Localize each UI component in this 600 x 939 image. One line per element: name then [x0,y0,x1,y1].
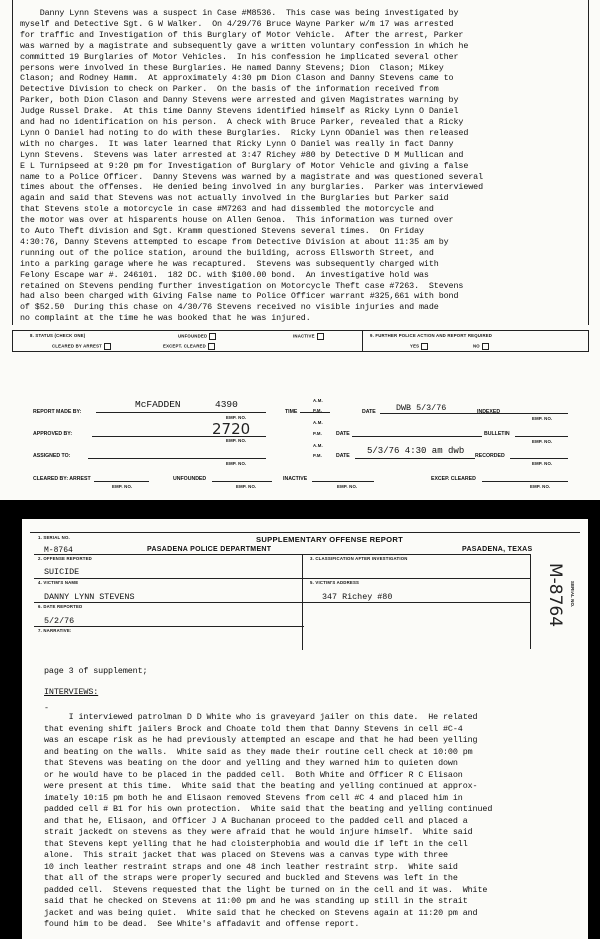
narrative-line: times about the offenses. He denied being involved in any burglaries. Parker was interviewed [20,182,484,193]
interview-line: I interviewed patrolman D D White who is graveyard jailer on this date. He related [44,712,478,722]
emp-no: EMP. NO. [226,438,247,443]
right-border [588,0,589,325]
date-reported-label: 6. DATE REPORTED [38,604,83,609]
line [508,413,568,414]
divider [34,602,530,603]
recorded-label: RECORDED [475,453,505,459]
line [510,458,568,459]
offense-value: SUICIDE [44,567,80,577]
cleared-by-arrest-label: CLEARED BY: ARREST [33,476,91,482]
time-label: TIME [285,409,298,415]
interview-line: that Stevens kept yelling that he had cloisterphobia and would die if left in the cell [44,838,468,849]
interview-line: that evening shift jailers Brock and Choate told them that Danny Stevens in cell #C-4 [44,723,463,734]
recorded-date: 5/3/76 4:30 am dwb [367,446,465,456]
report-made-by-label: REPORT MADE BY: [33,409,82,415]
am-marker: A.M. [313,443,323,448]
indexed-label: INDEXED [477,409,501,415]
narrative-line: myself and Detective Sgt. G W Walker. On 4/29/76 Bruce Wayne Parker w/m 17 was arrested [20,18,454,29]
section-heading: INTERVIEWS: [44,687,99,697]
interview-line: that all of the straps were properly secured and buckled and Stevens was left in the [44,873,458,883]
interview-line: found him to be dead. See White's affadavit and offense report. [44,919,360,929]
interview-line: padded cell # B1 for his own protection. White said that the beating and yelling continued [44,804,493,814]
line [212,481,272,482]
inactive-label: INACTIVE [283,476,308,482]
line [94,481,149,482]
except-cleared-label: EXCEP. CLEARED [431,476,476,482]
narrative-line: the motor was over at hisparents house on Allen Genoa. This information was turned over [20,215,454,226]
line [312,481,374,482]
report-made-by-name: McFADDEN [135,399,181,410]
unfounded-checkbox[interactable]: UNFOUNDED [178,333,216,340]
page-note: page 3 of supplement; [44,666,148,676]
narrative-line: 4:30:76, Danny Stevens attempted to escape from Detective Division at about 11:35 am by [20,236,449,247]
victim-address: 347 Richey #80 [322,592,393,602]
divider [34,578,530,579]
serial-label: 1. SERIAL NO. [38,535,70,540]
narrative-line: Lynn O Daniel had noting to do with these Burglaries. Ricky Lynn ODaniel was then released [20,127,469,138]
narrative-line: running out of the police station, around the building, across Ellsworth Street, and [20,247,434,258]
emp-no: EMP. NO. [532,416,553,421]
pm-marker: P.M. [313,408,323,413]
narrative-line: Clason; and Rodney Hamm. At approximately 4:30 pm Dion Clason and Danny Stevens came to [20,73,454,84]
narrative-line: for traffic and Investigation of this Burglary of Motor Vehicle. After the arrest, Parker [20,29,464,40]
interview-line: said that he checked on Stevens at 11:00 pm and he was standing up still in the strait [44,896,468,906]
emp-no: EMP. NO. [337,484,358,489]
divider [12,330,589,331]
victim-name-label: 4. VICTIM'S NAME [38,580,79,585]
emp-no: EMP. NO. [226,461,247,466]
interview-line: that Stevens was beating on the door and yelling and they warned him to quieten down [44,758,458,768]
no-checkbox[interactable]: NO [473,343,489,350]
side-serial-label: SERIAL NO. [570,581,575,608]
interview-line: were present at this time. White said that the beating and yelling continued at approx- [44,781,478,791]
line [88,458,266,459]
interview-line: padded cell. Stevens requested that the light be turned on in the cell and it was. White [44,884,488,895]
yes-checkbox[interactable]: YES [410,343,428,350]
interview-line: and that he, Elisaon, and Officer J A Buchanan proceed to the padded cell and placed a [44,815,468,826]
serial-value: M-8764 [44,546,73,555]
narrative-line: Danny Lynn Stevens was a suspect in Case #M8536. This case was being investigated by [20,8,459,18]
narrative-line: that Stevens stole a motorcycle in case #M7263 and had dissembled the motorcycle and [20,204,434,215]
narrative-line: persons were involved in these Burglaries. He named Danny Stevens; Dion Clason; Mikey [20,62,444,73]
interview-line: imately 10:15 pm both he and Elisaon removed Stevens from cell #C 4 and placed him in [44,792,463,803]
divider [34,554,530,555]
narrative-line: committed 19 Burglaries of Motor Vehicles. In his confession he implicated several other [20,51,459,62]
approved-by-label: APPROVED BY: [33,431,73,437]
narrative-line: Detective Division to check on Parker. On the basis of the information received from [20,84,439,95]
except-cleared-checkbox[interactable]: EXCEPT. CLEARED [163,343,215,350]
line [355,458,475,459]
divider [362,330,363,351]
report-page-2 [22,519,588,939]
inactive-checkbox[interactable]: INACTIVE [293,333,324,340]
divider [12,330,13,351]
line [515,436,568,437]
date-label: DATE [336,453,350,459]
narrative-line: into a parking garage where he was recaptured. Stevens was subsequently charged with [20,258,439,269]
narrative-line: Parker, both Dion Clason and Danny Stevens were arrested and given Magistrates warning by [20,95,459,106]
narrative-line: name to a Police Officer. Danny Stevens was warned by a magistrate and was questioned several [20,171,484,182]
emp-no: EMP. NO. [532,461,553,466]
line [352,436,482,437]
city: PASADENA, TEXAS [462,546,533,553]
interview-line: was an escape risk as he had previously attempted an escape and that he had been yelling [44,735,478,745]
date-value: DWB 5/3/76 [396,403,447,413]
narrative-line: and had no identification on his person. A check with Bruce Parker, revealed that a Ricky [20,117,464,127]
date-label: DATE [336,431,350,437]
divider [12,351,589,352]
interview-line: 10 inch leather restraint straps and one 48 inch leather restraint strp. White said [44,861,458,872]
cleared-by-arrest-checkbox[interactable]: CLEARED BY ARREST [52,343,111,350]
approved-emp-handwritten: 2720 [212,420,251,438]
emp-no: EMP. NO. [530,484,551,489]
interview-line: and beating on the walls. White said as they made their routine cell check at 10:00 pm [44,746,473,757]
divider [34,626,304,627]
line [482,481,568,482]
emp-no: EMP. NO. [532,439,553,444]
assigned-to-label: ASSIGNED TO: [33,453,71,459]
date-reported: 5/2/76 [44,616,75,626]
classification-label: 3. CLASSIFICATION AFTER INVESTIGATION [310,556,408,561]
emp-no: EMP. NO. [236,484,257,489]
offense-label: 2. OFFENSE REPORTED [38,556,92,561]
interview-line: or he would have to be placed in the padded cell. Both White and Officer R C Elisaon [44,769,463,780]
status-label: 8. STATUS (CHECK ONE) [30,333,86,338]
am-marker: A.M. [313,420,323,425]
narrative-line: Felony Escape war #. 246101. 182 DC. with $100.00 bond. An investigative hold was [20,269,429,280]
narrative-line: had also been charged with Giving False name to Police Officer warrant #325,661 with bond [20,291,459,302]
side-serial-handwritten: M-8764 [545,563,565,628]
narrative-line: to Auto Theft division and Sgt. Kramm questioned Stevens several times. On Friday [20,226,424,236]
left-border [12,0,13,325]
am-marker: A.M. [313,398,323,403]
dash-mark: - [44,703,49,713]
narrative-line: Lynn Stevens. Stevens was later arrested at 3:47 Richey #80 by Detective D M Mullican and [20,149,464,160]
emp-no: EMP. NO. [112,484,133,489]
interview-line: alone. This strait jacket that was placed on Stevens was a canvas type with three [44,850,448,860]
form-title: SUPPLEMENTARY OFFENSE REPORT [256,535,404,544]
narrative-label: 7. NARRATIVE: [38,628,72,633]
interview-line: jacket and was being quiet. White said that he checked on Stevens again at 11:20 pm and [44,907,478,918]
unfounded-label: UNFOUNDED [173,476,207,482]
narrative-line: again and said that Stevens was not actually involved in the Burglaries but Parker said [20,193,449,204]
pm-marker: P.M. [313,453,323,458]
narrative-line: with no charges. It was later learned that Ricky Lynn O Daniel was really in fact Danny [20,138,454,149]
interview-line: strait jackedt on stevens as they were afraid that he would injure himself. White said [44,827,473,837]
narrative-line: of $52.50 During this chase on 4/30/76 Stevens received no visible injuries and made [20,302,439,313]
department: PASADENA POLICE DEPARTMENT [147,546,272,553]
narrative-line: retained on Stevens pending further investigation on Motorcycle Theft case #7263. Stevens [20,280,464,291]
date-label: DATE [362,409,376,415]
narrative-line: Judge Russel Drake. At this time Danny Stevens identified himself as Ricky Lynn O Daniel [20,106,459,117]
narrative-line: E L Turnipseed at 9:20 pm for Investigation of Burglary of Motor Vehicle and giving a false [20,160,469,171]
divider [588,330,589,351]
narrative-line: was warned by a magistrate and subsequently gave a written voluntary confession in which he [20,40,469,51]
line [96,412,266,413]
victim-name: DANNY LYNN STEVENS [44,592,135,602]
report-made-by-emp: 4390 [215,399,238,410]
top-border [30,532,580,533]
further-action-label: 9. FURTHER POLICE ACTION AND REPORT REQUIRED [370,333,493,338]
bulletin-label: BULLETIN [484,431,510,437]
pm-marker: P.M. [313,431,323,436]
narrative-line: no complaint at the time he was booked that he was injured. [20,313,311,324]
emp-no: EMP. NO. [226,415,247,420]
victim-address-label: 5. VICTIM'S ADDRESS [310,580,360,585]
